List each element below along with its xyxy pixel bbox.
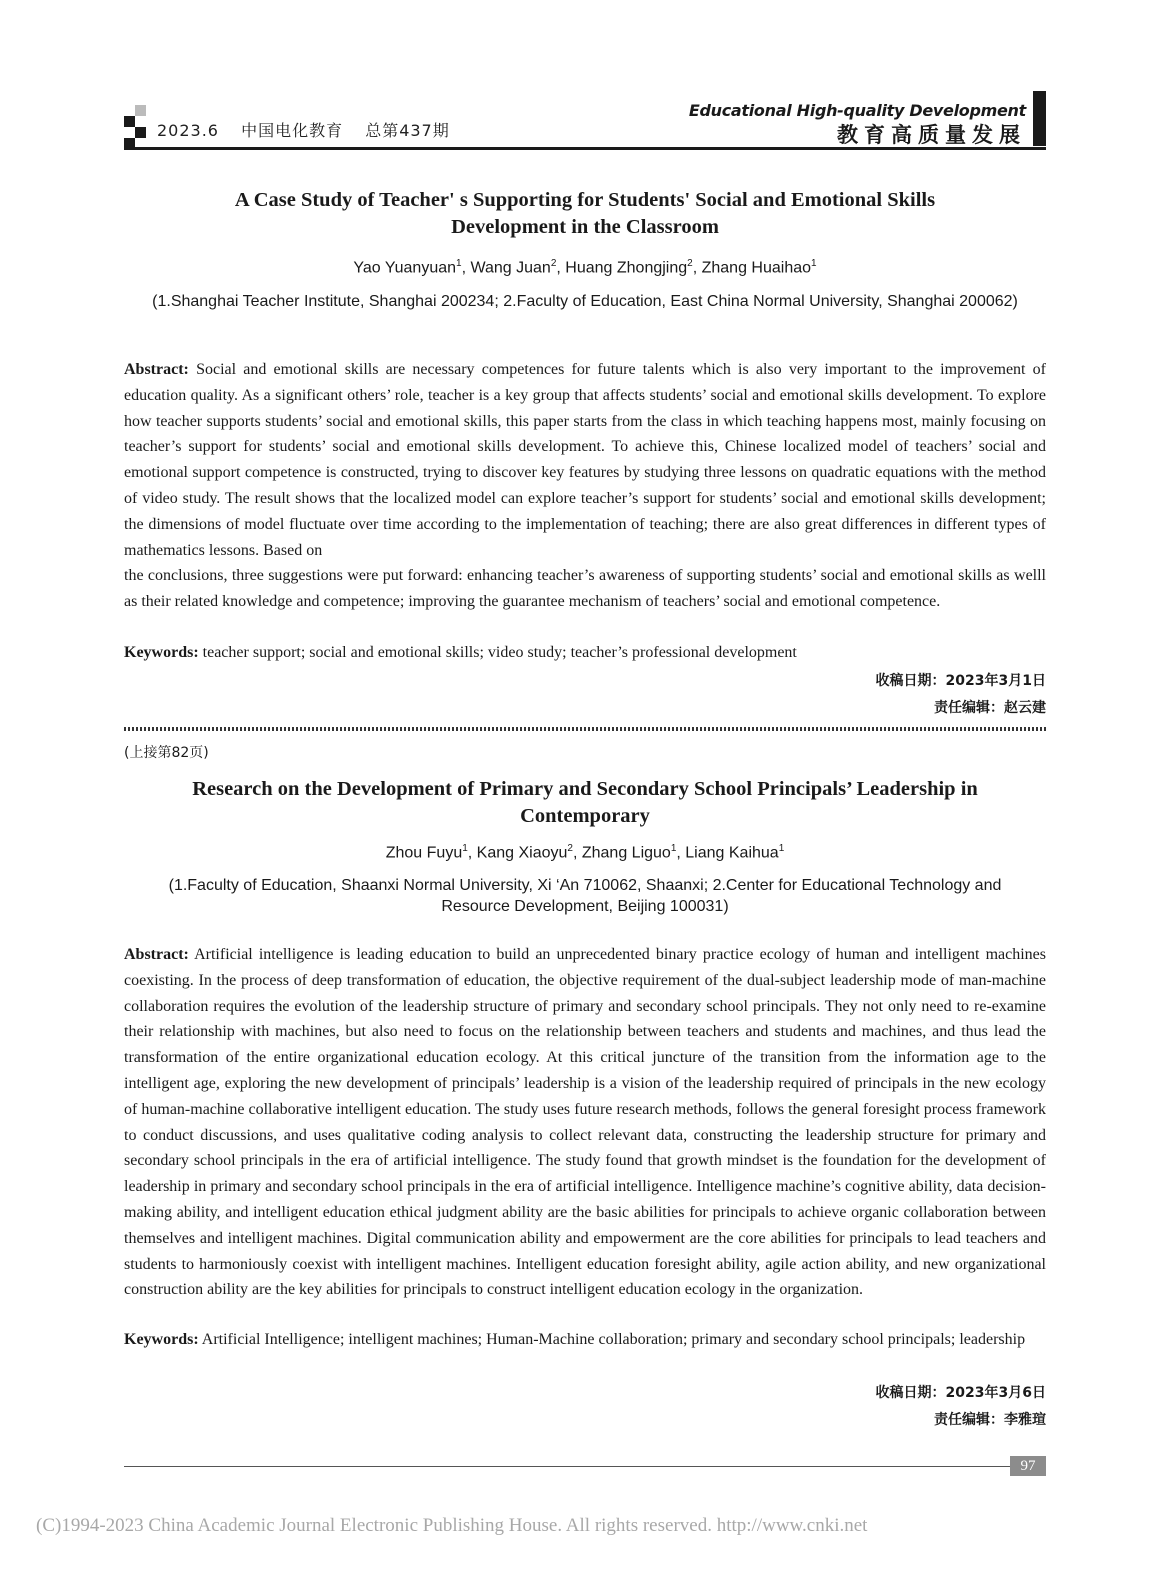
- author-aff: 2: [567, 843, 573, 854]
- article1-affiliation: (1.Shanghai Teacher Institute, Shanghai 200234; 2.Faculty of Education, East China Normal University, Shanghai 200062): [152, 293, 1018, 310]
- continued-note: (上接第82页): [124, 745, 209, 761]
- author-name: Wang Juan: [470, 259, 551, 277]
- author-aff: 1: [778, 843, 785, 854]
- article2-title: [124, 776, 1046, 830]
- header-decoration: [124, 102, 146, 148]
- article2-title-line1: Research on the Development of Primary and Secondary School Principals’ Leadership in: [192, 778, 978, 800]
- affiliation-line1: (1.Faculty of Education, Shaanxi Normal University, Xi ‘An 710062, Shaanxi; 2.Center for Educational Technology and: [168, 877, 1002, 894]
- header-bar: [1033, 91, 1046, 146]
- abstract-text: Social and emotional skills are necessary competences for future talents which is also very important to the improvement of education quality. As a significant others’ role, teacher is a key group that affects students’ social and emotional skills development. To explore how teacher supports students’ social and emotional skills, this paper starts from the class in which teaching happens most, mainly focusing on teacher’s support for students’ social and emotional skills development. To achieve this, Chinese localized model of teachers’ social and emotional support competence is constructed, trying to discover key features by studying three lessons on quadratic equations with the method of video study. The result shows that the localized model can explore teacher’s support for students’ social and emotional skills development; the dimensions of model fluctuate over time according to the implementation of teaching; there are also great differences in different types of mathematics lessons. Based on: [124, 361, 1047, 559]
- article1-abstract: [124, 357, 1046, 563]
- article1-authors: Yao Yuanyuan$^1$, Wang Juan$^2$, Huang Zhongjing$^2$, Zhang Huaihao$^1$: [353, 258, 817, 277]
- author-name: Zhang Liguo: [581, 844, 671, 862]
- keywords-label: Keywords:: [124, 1331, 199, 1348]
- header-rule: [124, 147, 1046, 150]
- article2-title-line2: Contemporary: [520, 805, 650, 827]
- page-number: 97: [1010, 1456, 1046, 1476]
- issue-number: 总第437期: [365, 121, 450, 140]
- journal-name: 中国电化教育: [241, 121, 344, 140]
- article2-authors: Zhou Fuyu$^1$, Kang Xiaoyu$^2$, Zhang Liguo$^1$, Liang Kaihua$^1$: [385, 843, 785, 862]
- affiliation-line2: Resource Development, Beijing 100031): [441, 898, 729, 915]
- article1-received-date: 收稿日期：2023年3月1日: [875, 673, 1046, 689]
- author-aff: 1: [456, 258, 462, 269]
- section-divider: [124, 725, 1046, 733]
- issue-date: 2023.6: [157, 121, 219, 140]
- author-name: Huang Zhongjing: [565, 259, 688, 277]
- author-name: Liang Kaihua: [685, 844, 779, 862]
- article2-affiliation: [124, 875, 1046, 917]
- article1-title-line1: A Case Study of Teacher' s Supporting for Students' Social and Emotional Skills: [234, 189, 936, 211]
- article2-received-date: 收稿日期：2023年3月6日: [875, 1385, 1046, 1401]
- author-aff: 2: [687, 258, 693, 269]
- author-aff: 1: [811, 258, 817, 269]
- author-name: Zhou Fuyu: [385, 844, 463, 862]
- column-title-cn: 教育高质量发展: [837, 123, 1026, 147]
- journal-issue-line: [157, 118, 466, 141]
- article1-editor: 责任编辑：赵云建: [934, 700, 1046, 716]
- abstract-text: Artificial intelligence is leading education to build an unprecedented binary practice ecology of human and intelligent machines coexisting. In the process of deep transformation of education, the objective requirement of the dual-subject leadership mode of man-machine collaboration requires the evolution of the leadership structure of primary and secondary school principals. They not only need to re-examine their relationship with machines, but also need to focus on the relationship between teachers and students and machines, and thus lead the transformation of the entire organizational education ecology. At this critical juncture of the transition from the information age to the intelligent age, exploring the new development of principals’ leadership is a vision of the leadership required of principals in the new ecology of human-machine collaborative intelligent education. The study uses future research methods, follows the general foresight process framework to conduct discussions, and uses qualitative coding analysis to collect relevant data, constructing the leadership structure for primary and secondary school principals in the era of artificial intelligence. The study found that growth mindset is the foundation for the development of leadership in primary and secondary school principals in the era of artificial intelligence. Intelligence machine’s cognitive ability, data decision-making ability, and intelligent education ethical judgment ability are the basic abilities for principals to achieve organic collaboration between themselves and intelligent machines. Digital communication ability and empowerment are the core abilities for principals to lead teachers and students to harmoniously coexist with intelligent machines. Intelligent education foresight ability, agile action ability, and new organizational construction ability are the key abilities for principals to construct intelligent education ecology in the organization.: [124, 946, 1046, 1299]
- article2-editor: 责任编辑：李雅瑄: [934, 1412, 1046, 1428]
- column-title-en: Educational High-quality Development: [688, 101, 1026, 120]
- abstract-label: Abstract:: [124, 946, 189, 963]
- article1-title-line2: Development in the Classroom: [451, 216, 719, 238]
- article2-abstract: [124, 942, 1046, 1303]
- author-aff: 2: [550, 258, 557, 269]
- keywords-text: Artificial Intelligence; intelligent machines; Human-Machine collaboration; primary and secondary school principals; leadership: [201, 1331, 1026, 1348]
- abstract-label: Abstract:: [124, 361, 189, 378]
- abstract-text: the conclusions, three suggestions were put forward: enhancing teacher’s awareness of supporting students’ social and emotional skills as welll as their related knowledge and competence; improving the guarantee mechanism of teachers’ social and emotional competence.: [124, 567, 1046, 610]
- article1-keywords: [124, 640, 1046, 666]
- article1-abstract-continued: [124, 563, 1046, 615]
- author-aff: 1: [670, 843, 677, 854]
- footer-rule: [124, 1466, 1010, 1467]
- author-name: Kang Xiaoyu: [476, 844, 568, 862]
- copyright-watermark: (C)1994-2023 China Academic Journal Electronic Publishing House. All rights reserved. http://www.cnki.net: [36, 1515, 868, 1536]
- keywords-label: Keywords:: [124, 644, 199, 661]
- article2-keywords: [124, 1327, 1046, 1353]
- author-name: Yao Yuanyuan: [353, 259, 457, 277]
- author-aff: 1: [462, 843, 468, 854]
- article1-title: [124, 187, 1046, 241]
- keywords-text: teacher support; social and emotional skills; video study; teacher’s professional development: [202, 644, 797, 661]
- author-name: Zhang Huaihao: [701, 259, 812, 277]
